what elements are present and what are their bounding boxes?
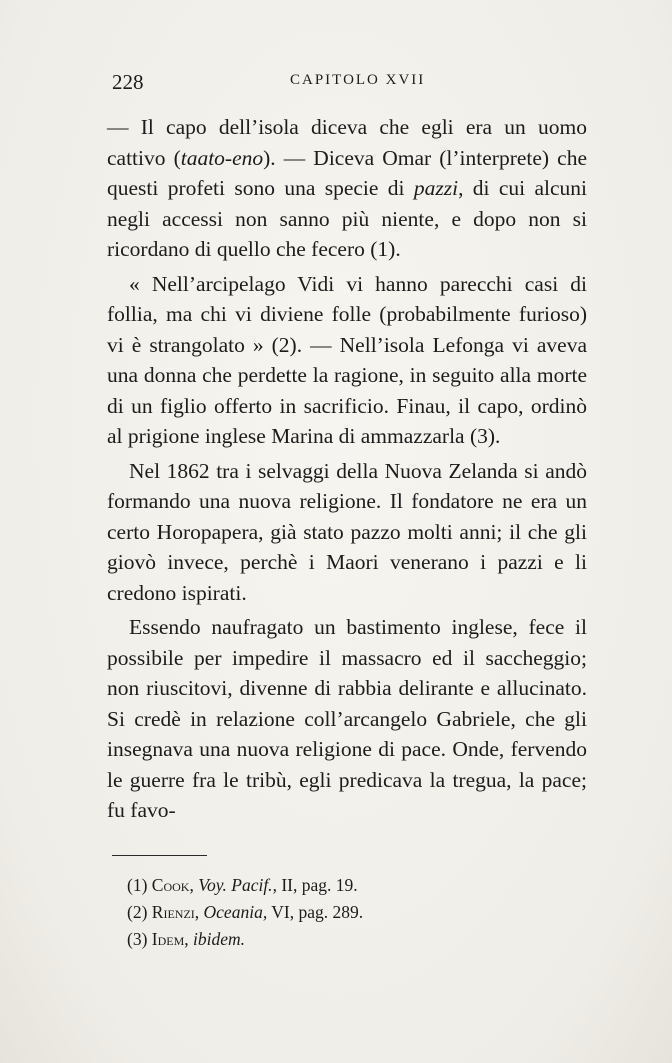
paragraph-1-part-a: — Il capo dell’isola diceva che egli era un uomo cattivo (	[107, 115, 587, 170]
paragraph-2: « Nell’arcipelago Vidi vi hanno parecchi casi di follia, ma chi vi diviene folle (probabilmente furioso) vi è strangolato » (2). — Nell’isola Lefonga vi aveva una donna che perdette la ragione, in seguito alla morte di un figlio offerto in sacrificio. Finau, il capo, ordinò al prigione inglese Marina di ammazzarla (3).	[107, 271, 587, 448]
page-number: 228	[112, 70, 144, 94]
body-text	[107, 112, 587, 826]
footnote-rest: , II, pag. 19.	[272, 875, 358, 895]
footnote-number: (3)	[127, 929, 148, 949]
paragraph-4: Essendo naufragato un bastimento inglese, fece il possibile per impedire il massacro ed il saccheggio; non riuscitovi, divenne di rabbia delirante e allucinato. Si credè in relazione coll’arcangelo Gabriele, che gli insegnava una nuova religione di pace. Onde, fervendo le guerre fra le tribù, egli predicava la tregua, la pace; fu favo-	[107, 615, 587, 822]
footnote-number: (2)	[127, 902, 148, 922]
paragraph-1-term-taato-eno: taato-eno	[180, 145, 264, 170]
paragraph-1	[107, 112, 587, 265]
footnote-1: (1) Cook, Voy. Pacif., II, pag. 19.	[127, 875, 358, 895]
paragraph-1-part-e: , di cui alcuni negli accessi non sanno più niente, e dopo non si ricordano di quello che fecero (1).	[107, 176, 587, 261]
page-header	[112, 70, 590, 98]
running-head: CAPITOLO XVII	[290, 72, 426, 88]
paragraph-1-term-pazzi: pazzi	[413, 176, 459, 200]
footnote-rest: VI, pag. 289.	[267, 902, 364, 922]
footnote-work: Voy. Pacif.	[198, 875, 273, 895]
footnote-work: ibidem.	[193, 929, 246, 949]
footnote-divider	[112, 855, 207, 856]
footnote-number: (1)	[127, 875, 148, 895]
paragraph-3: Nel 1862 tra i selvaggi della Nuova Zelanda si andò formando una nuova religione. Il fondatore ne era un certo Horopapera, già stato pazzo molti anni; il che gli giovò invece, perchè i Maori venerano i pazzi e li credono ispirati.	[107, 458, 587, 605]
footnotes	[127, 872, 567, 953]
footnote-work: Oceania,	[203, 902, 268, 922]
footnote-3: (3) Idem, ibidem.	[127, 929, 246, 949]
footnote-author: Cook	[151, 875, 190, 895]
footnote-author: Idem	[151, 929, 185, 949]
footnote-2: (2) Rienzi, Oceania, VI, pag. 289.	[127, 902, 364, 922]
paragraph-1-part-c: ). — Diceva Omar (l’interprete) che questi profeti sono una specie di	[107, 145, 587, 200]
footnote-author: Rienzi	[151, 902, 195, 922]
